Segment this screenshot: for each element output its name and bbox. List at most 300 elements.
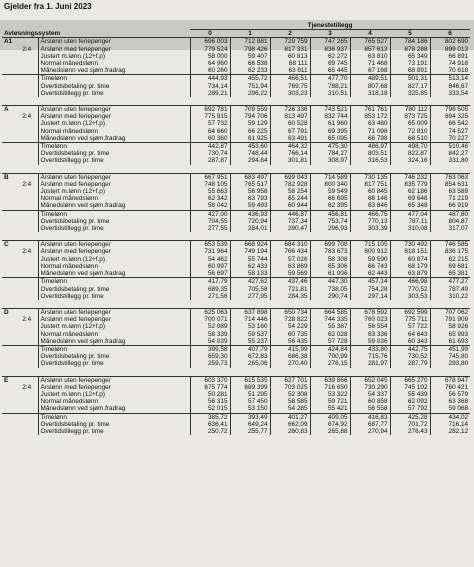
cell-value: 761 761 [350,106,390,114]
cell-value: 54 285 [270,405,310,413]
cell-value: 703 025 [270,384,310,391]
table-row [2,256,470,263]
cell-value: 287,79 [390,360,430,367]
cell-value: 66 538 [230,60,270,67]
cell-value: 453,60 [230,143,270,151]
group-header: Tjenestetillegg [307,22,353,29]
cell-value: 71 219 [430,195,470,202]
table-row [2,421,470,428]
cell-value: 250,72 [190,428,230,435]
cell-value: 69 745 [310,60,350,67]
cell-value: 766,14 [270,150,310,157]
cell-value: 63 879 [390,270,430,278]
cell-value: 487,80 [430,210,470,218]
cell-value: 66 743 [350,263,390,270]
row-label: Årslønn uten feriepenger [38,38,190,46]
cell-value: 56 579 [430,391,470,398]
cell-value: 664 585 [310,308,350,316]
row-label: Timelønn [38,143,190,151]
cell-value: 627 701 [270,376,310,384]
table-row [2,331,470,338]
cell-value: 784 186 [390,38,430,46]
cell-value: 788,21 [310,83,350,90]
table-row [2,60,470,67]
group-code [2,360,16,367]
cell-value: 56 315 [190,398,230,405]
table-row [2,270,470,278]
cell-value: 873 725 [390,113,430,120]
cell-value: 290,47 [270,225,310,232]
table-row [2,286,470,293]
cell-value: 716 650 [310,384,350,391]
group-sub [16,210,38,218]
row-label: Månedslønn ved sjøm.fradrag [38,338,190,346]
cell-value: 730 492 [390,241,430,249]
cell-value: 61 006 [310,270,350,278]
cell-value: 310,22 [430,293,470,300]
group-code [2,384,16,391]
cell-value: 894 325 [430,113,470,120]
cell-value: 769,75 [270,83,310,90]
cell-value: 63 810 [350,53,390,60]
cell-value: 780 112 [390,106,430,114]
cell-value: 69 648 [390,195,430,202]
cell-value: 659,30 [190,353,230,360]
row-label: Månedslønn ved sjøm.fradrag [38,405,190,413]
cell-value: 62 342 [190,195,230,202]
table-row [2,323,470,330]
cell-value: 728 822 [270,316,310,323]
cell-value: 63 589 [430,188,470,195]
cell-value: 270,94 [350,428,390,435]
group-sub [16,278,38,286]
cell-value: 700,99 [310,353,350,360]
cell-value: 66 695 [310,195,350,202]
header-row-columns [2,30,470,38]
cell-value: 60 735 [270,331,310,338]
cell-value: 281,97 [350,360,390,367]
group-sub [16,308,38,316]
cell-value: 60 944 [270,202,310,210]
cell-value: 55 421 [310,405,350,413]
row-label: Normal månedslønn [38,398,190,405]
cell-value: 296,93 [310,225,350,232]
cell-value: 72 810 [390,128,430,135]
table-row [2,353,470,360]
row-label: Månedslønn ved sjøm.fradrag [38,270,190,278]
cell-value: 50 281 [190,391,230,398]
header-row-top [2,22,470,30]
group-sub [16,360,38,367]
cell-value: 65 348 [390,202,430,210]
cell-value: 68 146 [350,195,390,202]
table-row [2,150,470,157]
group-code: B [2,173,16,181]
table-row [2,188,470,195]
row-label: Årslønn uten feriepenger [38,173,190,181]
cell-value: 822,87 [390,150,430,157]
group-sub: 2:4 [22,248,32,256]
cell-value: 857 613 [350,46,390,53]
group-code [2,150,16,157]
cell-value: 53 150 [230,405,270,413]
page-title: Gjelder fra 1. Juni 2023 [4,2,92,11]
cell-value: 310,51 [310,90,350,97]
row-label: Timelønn [38,278,190,286]
cell-value: 765 517 [230,181,270,188]
row-label: Årslønn uten feriepenger [38,308,190,316]
group-spacer [2,232,470,241]
group-code [2,46,16,53]
cell-value: 444,93 [190,75,230,83]
cell-value: 60 343 [390,338,430,346]
table-row [2,90,470,97]
cell-value: 57 732 [190,120,230,127]
cell-value: 466,51 [270,75,310,83]
column-header: 3 [310,30,350,38]
cell-value: 416,83 [350,413,390,421]
cell-value: 751,94 [230,83,270,90]
group-code [2,113,16,120]
cell-value: 63 793 [230,195,270,202]
group-code: C [2,241,16,249]
group-code [2,210,16,218]
group-sub [16,75,38,83]
table-row [2,218,470,225]
cell-value: 260,83 [270,428,310,435]
cell-value: 636,41 [190,421,230,428]
cell-value: 57 728 [310,338,350,346]
cell-value: 63 869 [270,263,310,270]
cell-value: 62 186 [390,188,430,195]
cell-value: 760 421 [430,384,470,391]
cell-value: 715,76 [350,353,390,360]
table-row [2,143,470,151]
cell-value: 749 194 [230,248,270,255]
group-code [2,398,16,405]
cell-value: 58 585 [270,398,310,405]
cell-value: 65 095 [310,135,350,143]
group-code: E [2,376,16,384]
group-code [2,90,16,97]
group-sub: 2:4 [22,180,32,188]
row-label: Normal månedslønn [38,263,190,270]
cell-value: 58 926 [430,323,470,330]
cell-value: 63 336 [350,331,390,338]
cell-value: 787,49 [430,286,470,293]
table-row [2,181,470,188]
cell-value: 743 521 [310,106,350,114]
cell-value: 836 175 [430,248,470,255]
cell-value: 802 690 [430,38,470,46]
group-sub [16,53,38,60]
cell-value: 64 660 [190,128,230,135]
cell-value: 455,72 [230,75,270,83]
cell-value: 457,14 [350,278,390,286]
cell-value: 68 179 [390,263,430,270]
row-label: Normal månedslønn [38,128,190,135]
cell-value: 475,30 [310,143,350,151]
cell-value: 501,31 [390,75,430,83]
group-code [2,270,16,278]
cell-value: 853 172 [350,113,390,120]
group-sub [16,391,38,398]
cell-value: 54 462 [190,256,230,263]
cell-value: 678 592 [350,308,390,316]
cell-value: 745 102 [390,384,430,391]
table-row [2,384,470,391]
group-spacer [2,97,470,106]
cell-value: 56 958 [230,188,270,195]
row-label: Årslønn med feriepenger [38,113,190,120]
cell-value: 775 711 [390,316,430,323]
cell-value: 747 265 [310,38,350,46]
cell-value: 846,67 [430,83,470,90]
cell-value: 56 554 [350,323,390,330]
cell-value: 287,87 [190,157,230,164]
row-label: Årslønn med feriepenger [38,181,190,188]
cell-value: 303,39 [350,225,390,232]
cell-value: 433,80 [350,345,390,353]
cell-value: 784,27 [310,150,350,157]
row-label: Overtidsbetaling pr. time [38,353,190,360]
group-sub [16,225,38,232]
table-row [2,53,470,60]
group-sub [16,218,38,225]
cell-value: 297,14 [350,293,390,300]
cell-value: 683 497 [230,173,270,181]
cell-value: 58 339 [190,331,230,338]
cell-value: 293,80 [430,360,470,367]
group-sub [16,143,38,151]
group-sub [16,188,38,195]
cell-value: 325,85 [390,90,430,97]
cell-value: 667 951 [190,173,230,181]
cell-value: 720,94 [230,218,270,225]
row-label: Årslønn uten feriepenger [38,241,190,249]
cell-value: 437,46 [270,278,310,286]
cell-value: 59 493 [230,202,270,210]
group-spacer [2,165,470,174]
cell-value: 782 928 [270,181,310,188]
group-sub [16,195,38,202]
cell-value: 730 135 [350,173,390,181]
group-sub [16,263,38,270]
cell-value: 730,52 [390,353,430,360]
row-label: Normal månedslønn [38,60,190,67]
row-label: Overtidsbetaling pr. time [38,150,190,157]
cell-value: 290,74 [310,293,350,300]
cell-value: 513,14 [430,75,470,83]
cell-value: 477,04 [390,210,430,218]
cell-value: 714 446 [230,316,270,323]
cell-value: 277,95 [230,293,270,300]
group-code [2,195,16,202]
cell-value: 748,44 [230,150,270,157]
cell-value: 712 881 [230,38,270,46]
cell-value: 754,28 [350,286,390,293]
group-sub [16,241,38,249]
group-sub [16,150,38,157]
group-sub [16,202,38,210]
table-row [2,338,470,346]
group-code [2,263,16,270]
cell-value: 730,74 [190,150,230,157]
cell-value: 787,11 [390,218,430,225]
cell-value: 662,09 [270,421,310,428]
cell-value: 66 798 [350,135,390,143]
cell-value: 753,74 [310,218,350,225]
cell-value: 399,58 [190,345,230,353]
cell-value: 66 542 [430,120,470,127]
row-label: Årslønn med feriepenger [38,46,190,53]
cell-value: 803,51 [350,150,390,157]
cell-value: 57 450 [230,398,270,405]
group-sub [16,157,38,164]
cell-value: 270,40 [270,360,310,367]
table-row [2,263,470,270]
cell-value: 63 368 [430,398,470,405]
cell-value: 57 722 [390,323,430,330]
cell-value: 800 912 [350,248,390,255]
cell-value: 71 098 [350,128,390,135]
cell-value: 770,13 [350,218,390,225]
cell-value: 704,55 [190,218,230,225]
row-label: Timelønn [38,413,190,421]
group-code [2,157,16,164]
cell-value: 55 744 [230,256,270,263]
cell-value: 303,53 [390,293,430,300]
cell-value: 62 215 [430,256,470,263]
table-row [2,106,470,114]
cell-value: 255,77 [230,428,270,435]
cell-value: 65 381 [430,270,470,278]
row-label: Justert m.lønn (12+f.p) [38,323,190,330]
cell-value: 730 290 [350,384,390,391]
group-code [2,83,16,90]
group-sub [16,338,38,346]
row-label: Overtidstillegg pr. time [38,293,190,300]
group-code [2,256,16,263]
cell-value: 271,56 [190,293,230,300]
group-code [2,391,16,398]
cell-value: 61 960 [310,120,350,127]
cell-value: 744 335 [310,316,350,323]
cell-value: 331,80 [430,157,470,164]
cell-value: 716,14 [430,421,470,428]
row-label: Overtidsbetaling pr. time [38,421,190,428]
salary-table [2,22,470,435]
row-label: Justert m.lønn (12+f.p) [38,120,190,127]
cell-value: 60 260 [190,67,230,75]
row-label: Månedslønn ved sjøm.fradrag [38,202,190,210]
cell-value: 65 306 [310,263,350,270]
cell-value: 56 558 [350,405,390,413]
cell-value: 709 559 [230,106,270,114]
cell-value: 707 062 [430,308,470,316]
cell-value: 745,80 [430,353,470,360]
column-header: 6 [430,30,470,38]
cell-value: 878 288 [390,46,430,53]
group-sub [16,60,38,67]
group-sub [16,421,38,428]
row-label: Normal månedslønn [38,195,190,202]
group-code [2,413,16,421]
group-sub [16,405,38,413]
cell-value: 308,97 [310,157,350,164]
column-header: 5 [390,30,430,38]
table-body [2,38,470,435]
cell-value: 68 891 [390,67,430,75]
cell-value: 294,84 [230,157,270,164]
cell-value: 289,21 [190,90,230,97]
group-code [2,316,16,323]
cell-value: 56 435 [270,338,310,346]
table-row [2,128,470,135]
cell-value: 692 599 [390,308,430,316]
cell-value: 746 232 [390,173,430,181]
table-row [2,75,470,83]
cell-value: 699 043 [270,173,310,181]
group-code [2,143,16,151]
cell-value: 737,34 [270,218,310,225]
table-row [2,241,470,249]
group-sub [16,293,38,300]
table-row [2,83,470,90]
table-row [2,308,470,316]
row-label: Overtidstillegg pr. time [38,360,190,367]
row-label: Justert m.lønn (12+f.p) [38,256,190,263]
group-code [2,286,16,293]
cell-value: 284,01 [230,225,270,232]
group-sub: 2:4 [22,113,32,121]
group-code [2,331,16,338]
cell-value: 603 370 [190,376,230,384]
cell-value: 59 036 [350,338,390,346]
cell-value: 393,49 [230,413,270,421]
row-label: Overtidstillegg pr. time [38,428,190,435]
cell-value: 687,77 [350,421,390,428]
group-sub [16,106,38,114]
group-code [2,248,16,255]
cell-value: 52 089 [190,323,230,330]
cell-value: 804,87 [430,218,470,225]
table-row [2,376,470,384]
group-code [2,128,16,135]
cell-value: 427,00 [190,210,230,218]
group-code [2,405,16,413]
cell-value: 54 337 [350,391,390,398]
cell-value: 649,24 [230,421,270,428]
cell-value: 310,08 [390,225,430,232]
group-code [2,323,16,330]
cell-value: 68 111 [270,60,310,67]
cell-value: 62 028 [310,331,350,338]
row-label: Overtidstillegg pr. time [38,90,190,97]
cell-value: 748 105 [190,181,230,188]
cell-value: 59 537 [230,331,270,338]
cell-value: 61 693 [430,338,470,346]
cell-value: 477,27 [430,278,470,286]
group-code [2,428,16,435]
cell-value: 52 015 [190,405,230,413]
cell-value: 60 845 [350,188,390,195]
cell-value: 415,99 [270,345,310,353]
table-row [2,391,470,398]
cell-value: 689 399 [230,384,270,391]
cell-value: 675 774 [190,384,230,391]
row-label: Timelønn [38,345,190,353]
